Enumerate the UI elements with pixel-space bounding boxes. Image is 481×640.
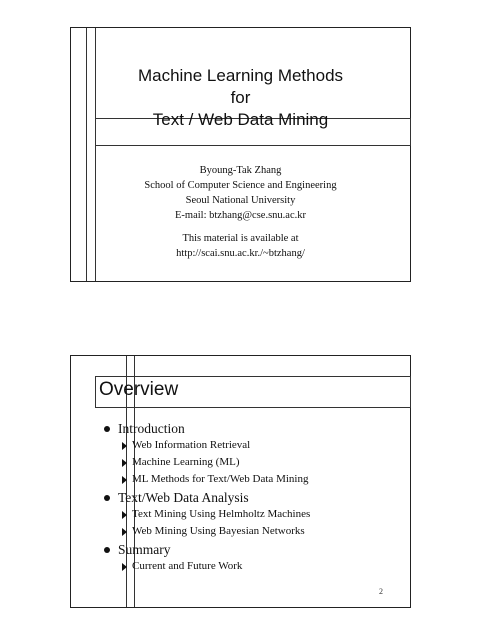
sub-list-item: ML Methods for Text/Web Data Mining [122, 471, 310, 488]
affiliation: School of Computer Science and Engineering [144, 180, 337, 191]
title-slide [70, 27, 411, 282]
bullet-icon [104, 547, 110, 553]
list-item: Introduction [104, 420, 310, 437]
triangle-bullet-icon [122, 459, 127, 467]
sub-list-item: Current and Future Work [122, 558, 310, 575]
author-info [71, 163, 410, 261]
bullet-icon [104, 426, 110, 432]
sub-list-item: Web Information Retrieval [122, 437, 310, 454]
triangle-bullet-icon [122, 442, 127, 450]
title-line: for [230, 88, 251, 107]
triangle-bullet-icon [122, 528, 127, 536]
list-item: Summary [104, 541, 310, 558]
sub-list-item: Web Mining Using Bayesian Networks [122, 523, 310, 540]
university: Seoul National University [185, 195, 296, 206]
bullet-icon [104, 495, 110, 501]
slide-title [71, 65, 410, 131]
availability-note: This material is available at [182, 233, 299, 244]
triangle-bullet-icon [122, 476, 127, 484]
slide-title: Overview [99, 379, 179, 400]
triangle-bullet-icon [122, 511, 127, 519]
overview-slide [70, 355, 411, 608]
sub-list-item: Text Mining Using Helmholtz Machines [122, 506, 310, 523]
page-number: 2 [379, 587, 383, 596]
url-text: http://scai.snu.ac.kr./~btzhang/ [176, 248, 305, 259]
title-line: Text / Web Data Mining [152, 110, 329, 129]
title-line: Machine Learning Methods [137, 66, 344, 85]
outline-list [104, 419, 310, 575]
email: E-mail: btzhang@cse.snu.ac.kr [175, 210, 306, 221]
author-name: Byoung-Tak Zhang [199, 165, 282, 176]
sub-list-item: Machine Learning (ML) [122, 454, 310, 471]
triangle-bullet-icon [122, 563, 127, 571]
list-item: Text/Web Data Analysis [104, 489, 310, 506]
